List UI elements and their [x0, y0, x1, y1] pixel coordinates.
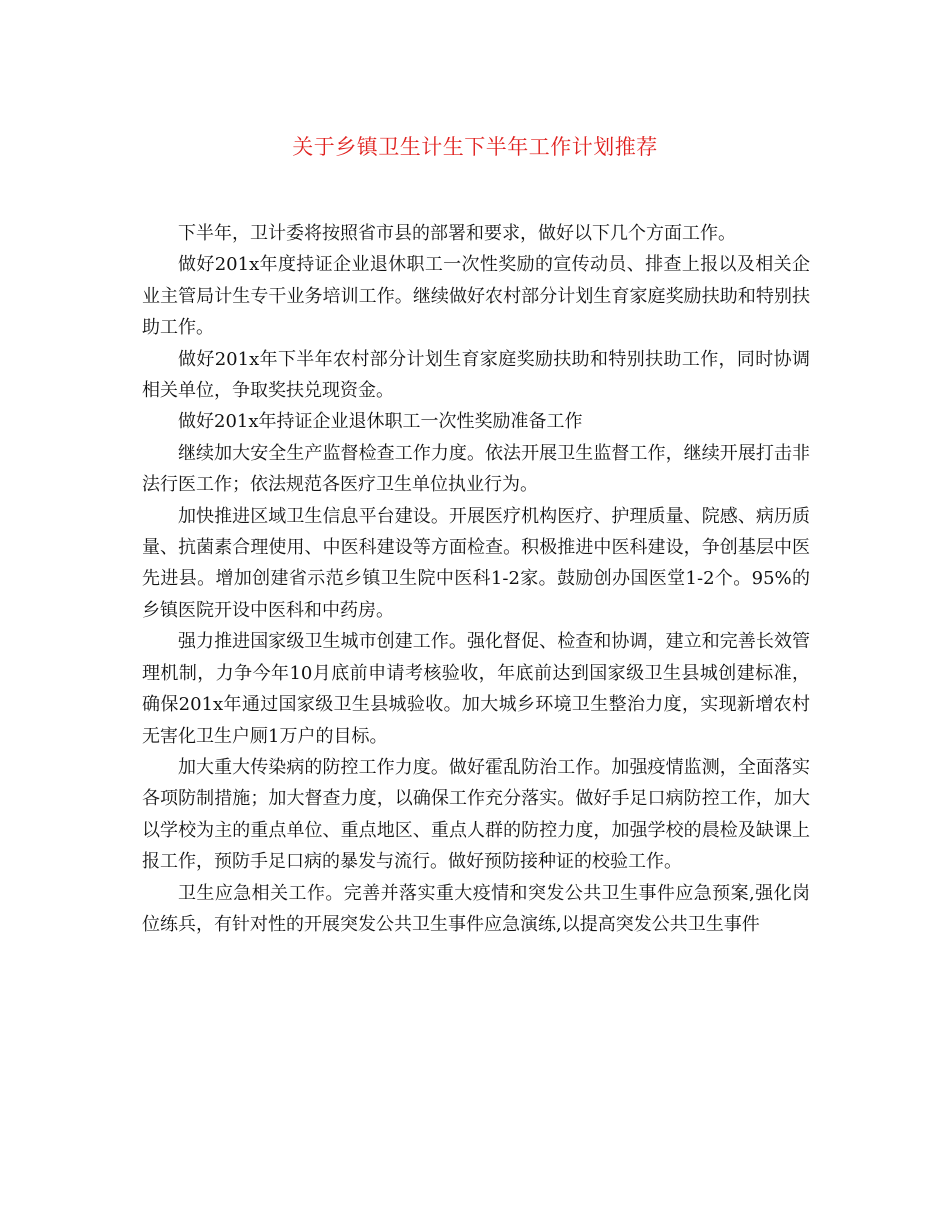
paragraph: 强力推进国家级卫生城市创建工作。强化督促、检查和协调，建立和完善长效管理机制，力争今年10月底前申请考核验收，年底前达到国家级卫生县城创建标准，确保201x年通过国家级卫生县城验收。加大城乡环境卫生整治力度，实现新增农村无害化卫生户厕1万户的目标。	[142, 631, 810, 747]
paragraph: 卫生应急相关工作。完善并落实重大疫情和突发公共卫生事件应急预案,强化岗位练兵，有针对性的开展突发公共卫生事件应急演练,以提高突发公共卫生事件	[142, 882, 810, 935]
paragraph: 做好201x年下半年农村部分计划生育家庭奖励扶助和特别扶助工作，同时协调相关单位，争取奖扶兑现资金。	[142, 348, 810, 402]
document-title: 关于乡镇卫生计生下半年工作计划推荐	[292, 135, 658, 159]
paragraph: 继续加大安全生产监督检查工作力度。依法开展卫生监督工作，继续开展打击非法行医工作；依法规范各医疗卫生单位执业行为。	[142, 442, 810, 496]
paragraph: 加快推进区域卫生信息平台建设。开展医疗机构医疗、护理质量、院感、病历质量、抗菌素合理使用、中医科建设等方面检查。积极推进中医科建设，争创基层中医先进县。增加创建省示范乡镇卫生院中医科1-2家。鼓励创办国医堂1-2个。95%的乡镇医院开设中医科和中药房。	[142, 505, 810, 621]
paragraph: 加大重大传染病的防控工作力度。做好霍乱防治工作。加强疫情监测，全面落实各项防制措施；加大督查力度，以确保工作充分落实。做好手足口病防控工作，加大以学校为主的重点单位、重点地区、重点人群的防控力度，加强学校的晨检及缺课上报工作，预防手足口病的暴发与流行。做好预防接种证的校验工作。	[142, 756, 810, 873]
paragraph: 下半年，卫计委将按照省市县的部署和要求，做好以下几个方面工作。	[178, 223, 736, 244]
paragraph: 做好201x年持证企业退休职工一次性奖励准备工作	[178, 411, 583, 433]
document-body	[142, 218, 810, 940]
paragraph: 做好201x年度持证企业退休职工一次性奖励的宣传动员、排查上报以及相关企业主管局计生专干业务培训工作。继续做好农村部分计划生育家庭奖励扶助和特别扶助工作。	[142, 254, 810, 339]
